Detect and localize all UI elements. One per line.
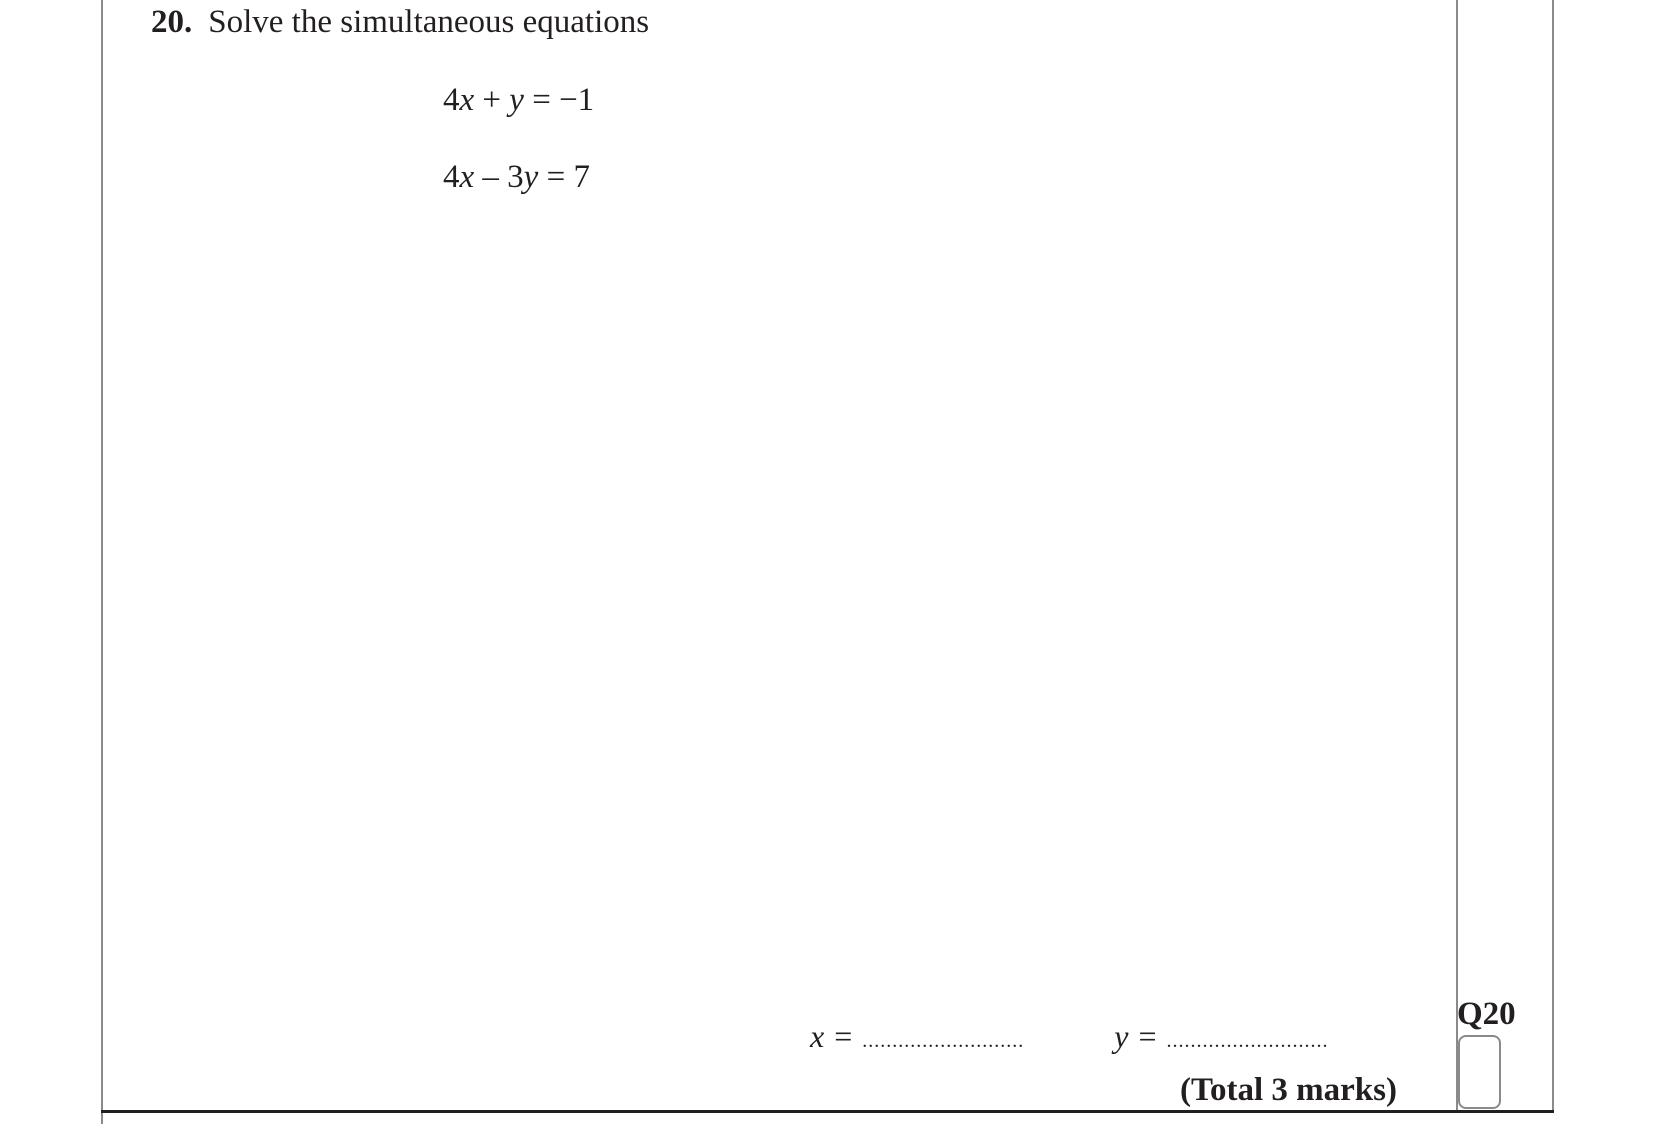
answer-row — [810, 1016, 1397, 1061]
eq2-x: x — [459, 159, 475, 195]
eq2-y: y — [523, 159, 539, 195]
question-header — [151, 2, 649, 42]
marks-column-line — [1456, 0, 1458, 1112]
right-margin-line — [1552, 0, 1554, 1112]
eq1-rhs: −1 — [559, 82, 595, 118]
eq1-plus: + — [482, 82, 502, 118]
answer-y-equals: = — [1138, 1018, 1157, 1054]
answer-x-field[interactable]: ........................... — [862, 1030, 1025, 1052]
eq1-y: y — [509, 82, 524, 118]
eq1-x: x — [459, 82, 475, 118]
equation-1 — [443, 80, 594, 120]
left-margin-line — [101, 0, 103, 1124]
marks-box — [1458, 1035, 1501, 1109]
eq2-equals: = — [546, 159, 566, 195]
question-number: 20. — [151, 4, 193, 40]
eq1-equals: = — [532, 82, 551, 118]
total-marks: (Total 3 marks) — [1180, 1072, 1397, 1108]
eq1-coefficient: 4 — [443, 82, 460, 118]
eq2-rhs: 7 — [573, 159, 590, 195]
answer-y-label: y — [1114, 1018, 1129, 1054]
answer-y-field[interactable]: ........................... — [1166, 1030, 1329, 1052]
question-end-line — [101, 1110, 1554, 1113]
eq2-minus: – — [482, 159, 499, 195]
eq2-coefficient: 4 — [443, 159, 460, 195]
equation-2 — [443, 157, 590, 197]
question-prompt: Solve the simultaneous equations — [208, 4, 650, 40]
eq2-y-coefficient: 3 — [507, 159, 524, 195]
answer-x-equals: = — [834, 1018, 853, 1054]
answer-x-label: x — [810, 1018, 825, 1054]
question-marks-label: Q20 — [1457, 996, 1516, 1032]
